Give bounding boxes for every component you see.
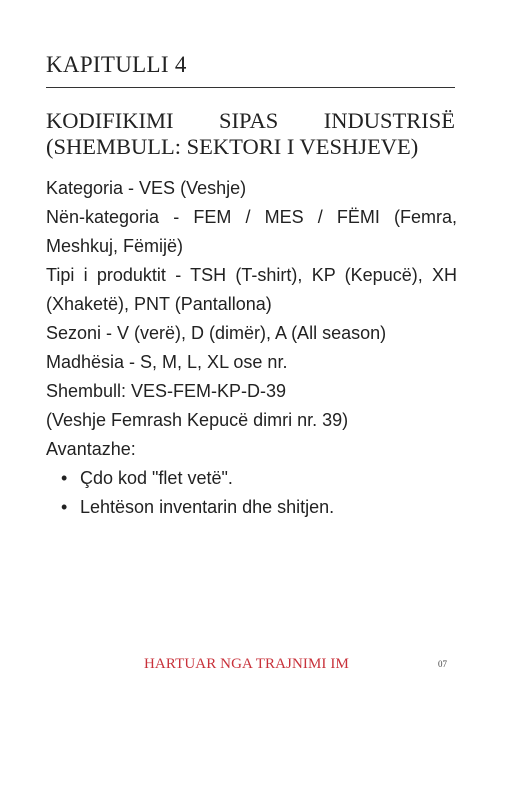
advantages-heading: Avantazhe: (46, 439, 136, 459)
product-type-line: Tipi i produktit - TSH (T-shirt), KP (Kepucë), XH (Xhaketë), PNT (Pantallona) (46, 265, 457, 314)
page-number: 07 (438, 659, 447, 669)
season-line: Sezoni - V (verë), D (dimër), A (All season) (46, 323, 387, 343)
list-item-text: Çdo kod "flet vetë". (80, 468, 233, 488)
advantages-list (46, 464, 457, 522)
list-item-text: Lehtëson inventarin dhe shitjen. (80, 497, 335, 517)
footer-text: HARTUAR NGA TRAJNIMI IM (144, 656, 349, 672)
category-line: Kategoria - VES (Veshje) (46, 178, 247, 198)
chapter-label: KAPITULLI 4 (46, 52, 187, 77)
list-item (61, 493, 457, 522)
content-body (46, 174, 457, 522)
section-title: KODIFIKIMI SIPAS INDUSTRISË (SHEMBULL: SEKTORI I VESHJEVE) (46, 108, 455, 159)
bullet-icon: • (61, 497, 68, 517)
list-item (61, 464, 457, 493)
chapter-divider (46, 87, 455, 88)
bullet-icon: • (61, 468, 68, 488)
subcategory-line: Nën-kategoria - FEM / MES / FËMI (Femra, Meshkuj, Fëmijë) (46, 207, 457, 256)
size-line: Madhësia - S, M, L, XL ose nr. (46, 352, 288, 372)
example-detail-line: (Veshje Femrash Kepucë dimri nr. 39) (46, 410, 349, 430)
example-line: Shembull: VES-FEM-KP-D-39 (46, 381, 287, 401)
